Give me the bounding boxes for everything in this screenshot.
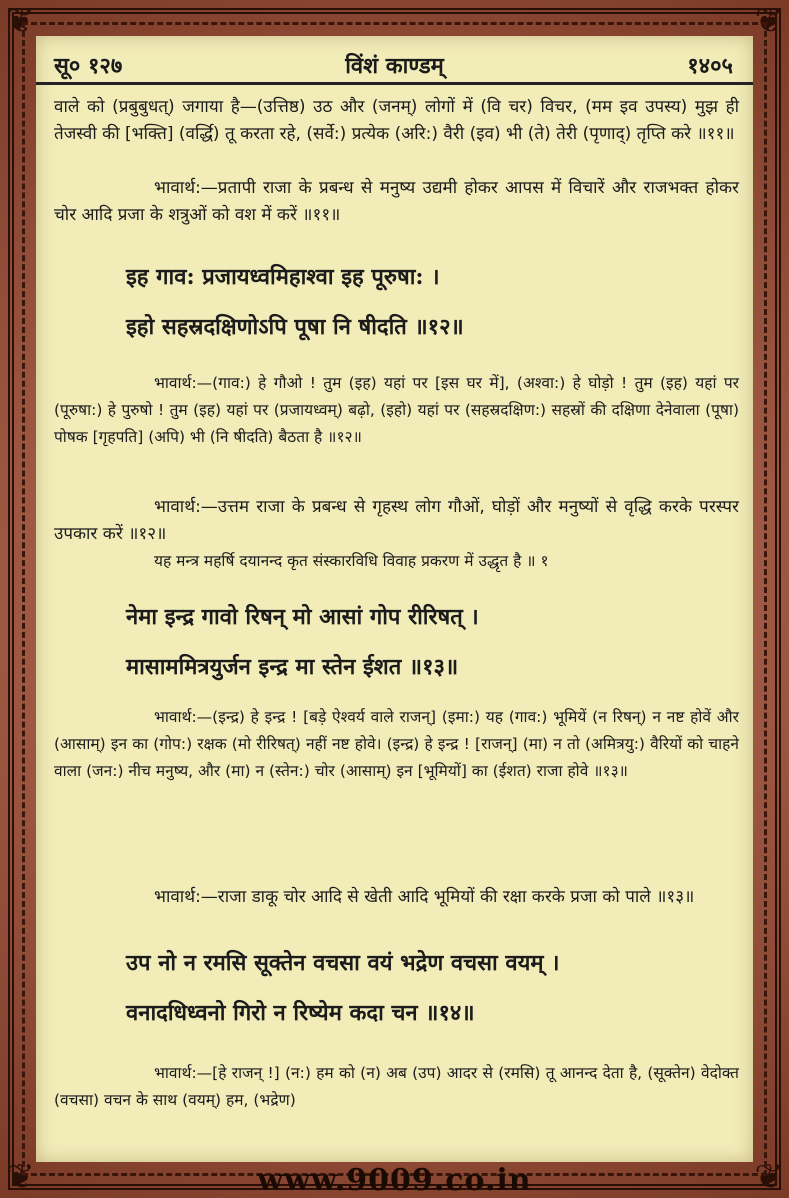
page-number: १४०५ (687, 53, 733, 79)
corner-ornament-icon: ❦ (754, 1157, 783, 1197)
corner-ornament-icon: ❦ (754, 1, 783, 41)
paragraph: वाले को (प्रबुबुधत्) जगाया है—(उत्तिष्ठ) उठ और (जनम्) लोगों में (वि चर) विचर, (मम इव उपस्य) मुझ ही तेजस्वी की [भक्ति] (वर्द्धि) तू करता रहे, (सर्वे:) प्रत्येक (अरि:) वैरी (इव) भी (ते) तेरी (पृणाद्) तृप्ति करे ॥११॥ (54, 97, 739, 144)
kanda-title: विंशं काण्डम् (345, 53, 444, 79)
verse-line: इह गाव: प्रजायध्वमिहाश्वा इह पूरुषा: । (126, 264, 440, 290)
verse-line: नेमा इन्द्र गावो रिषन् मो आसां गोप रीरिषत् । (126, 604, 479, 630)
sukta-number: सू० १२७ (54, 53, 123, 79)
website-footer: www.9009.co.in (257, 1163, 532, 1198)
page-header (36, 42, 753, 85)
paragraph: भावार्थ:—(गाव:) हे गौओ ! तुम (इह) यहां पर [इस घर में], (अश्वा:) हे घोड़ो ! तुम (इह) यहां पर (पूरुषा:) हे पुरुषो ! तुम (इह) यहां पर (प्रजायध्वम्) बढ़ो, (इहो) यहां पर (सहस्रदक्षिण:) सहस्रों की दक्षिणा देनेवाला (पूषा) पोषक [गृहपति] (अपि) भी (नि षीदति) बैठता है ॥१२॥ (54, 374, 739, 446)
verse-line: मासाममित्रयुर्जन इन्द्र मा स्तेन ईशत ॥१३॥ (126, 654, 459, 680)
paragraph: भावार्थ:—राजा डाकू चोर आदि से खेती आदि भूमियों की रक्षा करके प्रजा को पाले ॥१३॥ (154, 887, 695, 907)
corner-ornament-icon: ❦ (6, 1, 35, 41)
paragraph: भावार्थ:—[हे राजन् !] (न:) हम को (न) अब (उप) आदर से (रमसि) तू आनन्द देता है, (सूक्तेन) वेदोक्त (वचसा) वचन के साथ (वयम्) हम, (भद्रेण) (54, 1064, 739, 1109)
verse-line: इहो सहस्रदक्षिणोऽपि पूषा नि षीदति ॥१२॥ (126, 314, 464, 340)
book-page (36, 36, 753, 1162)
verse-line: वनादधिध्वनो गिरो न रिष्येम कदा चन ॥१४॥ (126, 1000, 475, 1026)
paragraph: भावार्थ:—प्रतापी राजा के प्रबन्ध से मनुष्य उद्यमी होकर आपस में विचारें और राजभक्त होकर चोर आदि प्रजा के शत्रुओं को वश में करें ॥११॥ (54, 178, 739, 225)
paragraph-note: यह मन्त्र महर्षि दयानन्द कृत संस्कारविधि विवाह प्रकरण में उद्धृत है ॥ १ (154, 552, 549, 570)
corner-ornament-icon: ❦ (6, 1157, 35, 1197)
paragraph: भावार्थ:—(इन्द्र) हे इन्द्र ! [बड़े ऐश्वर्य वाले राजन्] (इमा:) यह (गाव:) भूमियें (न रिषन्) न नष्ट होवें और (आसाम्) इन का (गोप:) रक्षक (मो रीरिषत्) नहीं नष्ट होवे। (इन्द्र) हे इन्द्र ! [राजन्] (मा) न तो (अमित्रयु:) वैरियों को चाहने वाला (जन:) नीच मनुष्य, और (मा) न (स्तेन:) चोर (आसाम्) इन [भूमियों] का (ईशत) राजा होवे ॥१३॥ (54, 708, 739, 780)
paragraph: भावार्थ:—उत्तम राजा के प्रबन्ध से गृहस्थ लोग गौओं, घोड़ों और मनुष्यों से वृद्धि करके परस्पर उपकार करें ॥१२॥ (54, 497, 739, 544)
verse-line: उप नो न रमसि सूक्तेन वचसा वयं भद्रेण वचसा वयम् । (126, 950, 560, 976)
